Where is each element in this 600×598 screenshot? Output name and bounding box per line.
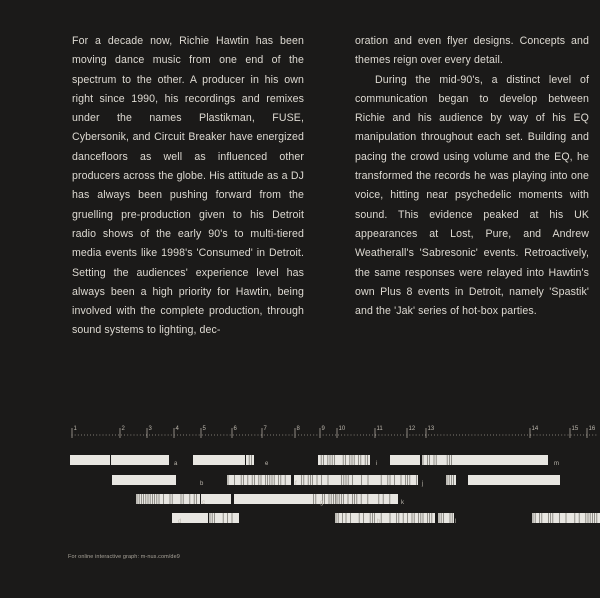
ruler-tick-label: 12 xyxy=(408,426,416,432)
timeline-svg xyxy=(70,420,600,540)
ruler-tick-label: 13 xyxy=(427,426,435,432)
ruler-tick-label: 6 xyxy=(233,426,237,432)
track-label: c xyxy=(202,500,205,506)
track-bar xyxy=(335,513,345,523)
ruler-tick-label: 10 xyxy=(338,426,346,432)
track-label: a xyxy=(174,461,178,467)
track-bar xyxy=(390,455,420,465)
article-left-column xyxy=(72,32,304,341)
track-bar xyxy=(70,455,110,465)
track-bar xyxy=(468,475,560,485)
ruler-tick-label: 7 xyxy=(263,426,267,432)
track-bar xyxy=(201,494,231,504)
article-paragraph-2: oration and even flyer designs. Concepts and themes reign over every detail. xyxy=(355,35,589,67)
track-label: g xyxy=(320,500,324,506)
track-label: f xyxy=(295,481,297,487)
track-label: i xyxy=(376,461,378,467)
ruler-tick-label: 5 xyxy=(202,426,206,432)
track-bar xyxy=(453,455,548,465)
track-label: d xyxy=(178,519,182,525)
ruler-tick-label: 15 xyxy=(571,426,579,432)
track-bar xyxy=(246,455,254,465)
mix-timeline-graph xyxy=(70,420,600,540)
ruler-tick-label: 11 xyxy=(376,426,383,432)
track-bar xyxy=(438,513,457,525)
track-bar xyxy=(111,455,169,465)
article-paragraph-3: During the mid-90's, a distinct level of communication began to develop between Richie and his audience by way of his EQ manipulation throughout each set. Building and pacing the crowd using volume and the EQ, he transformed the records he was playing into one voice, hitting near psychedelic moments with sound. This evidence peaked at his UK appearances at Lost, Pure, and Andrew Weatherall's 'Sabresonic' events. Retroactively, the same responses were relayed into Hawtin's own Plus 8 events in Detroit, namely 'Spastik' and the 'Jak' series of hot-box parties. xyxy=(355,73,589,318)
track-label: k xyxy=(401,500,404,506)
track-label: b xyxy=(200,481,204,487)
track-bar xyxy=(234,494,314,504)
ruler-tick-label: 8 xyxy=(296,426,300,432)
ruler-tick-label: 16 xyxy=(588,426,596,432)
track-bar xyxy=(209,513,239,523)
ruler-tick-label: 3 xyxy=(148,426,152,432)
track-label: h xyxy=(377,519,381,525)
track-bar xyxy=(336,494,398,504)
ruler-tick-label: 9 xyxy=(321,426,325,432)
track-label: e xyxy=(265,461,269,467)
track-label: j xyxy=(422,481,424,487)
article-right-column xyxy=(355,32,589,321)
ruler-tick-label: 1 xyxy=(73,426,77,432)
track-label: m xyxy=(554,461,559,467)
article-paragraph-1: For a decade now, Richie Hawtin has been moving dance music from one end of the spectrum to the other. A producer in his own right since 1990, his recordings and remixes under the names Plastikman, FUSE, Cybersonik, and Circuit Breaker have energized dancefloors as well as influenced other producers across the globe. His attitude as a DJ has always been pushing forward from the gruelling pre-production given to his Detroit radio shows of the early 90's to multi-tiered media events like 1998's 'Consumed' in Detroit. Setting the audiences' experience level has always been a high priority for Hawtin, being involved with the complete production, through sound systems to lighting, dec- xyxy=(72,35,304,337)
track-label: l xyxy=(455,519,457,525)
track-bar xyxy=(112,475,176,485)
ruler-tick-label: 2 xyxy=(121,426,125,432)
footnote: For online interactive graph: m-nus.com/de9 xyxy=(68,554,180,560)
track-bar xyxy=(193,455,245,465)
ruler-tick-label: 14 xyxy=(531,426,539,432)
track-bar xyxy=(318,455,370,465)
ruler-tick-label: 4 xyxy=(175,426,179,432)
